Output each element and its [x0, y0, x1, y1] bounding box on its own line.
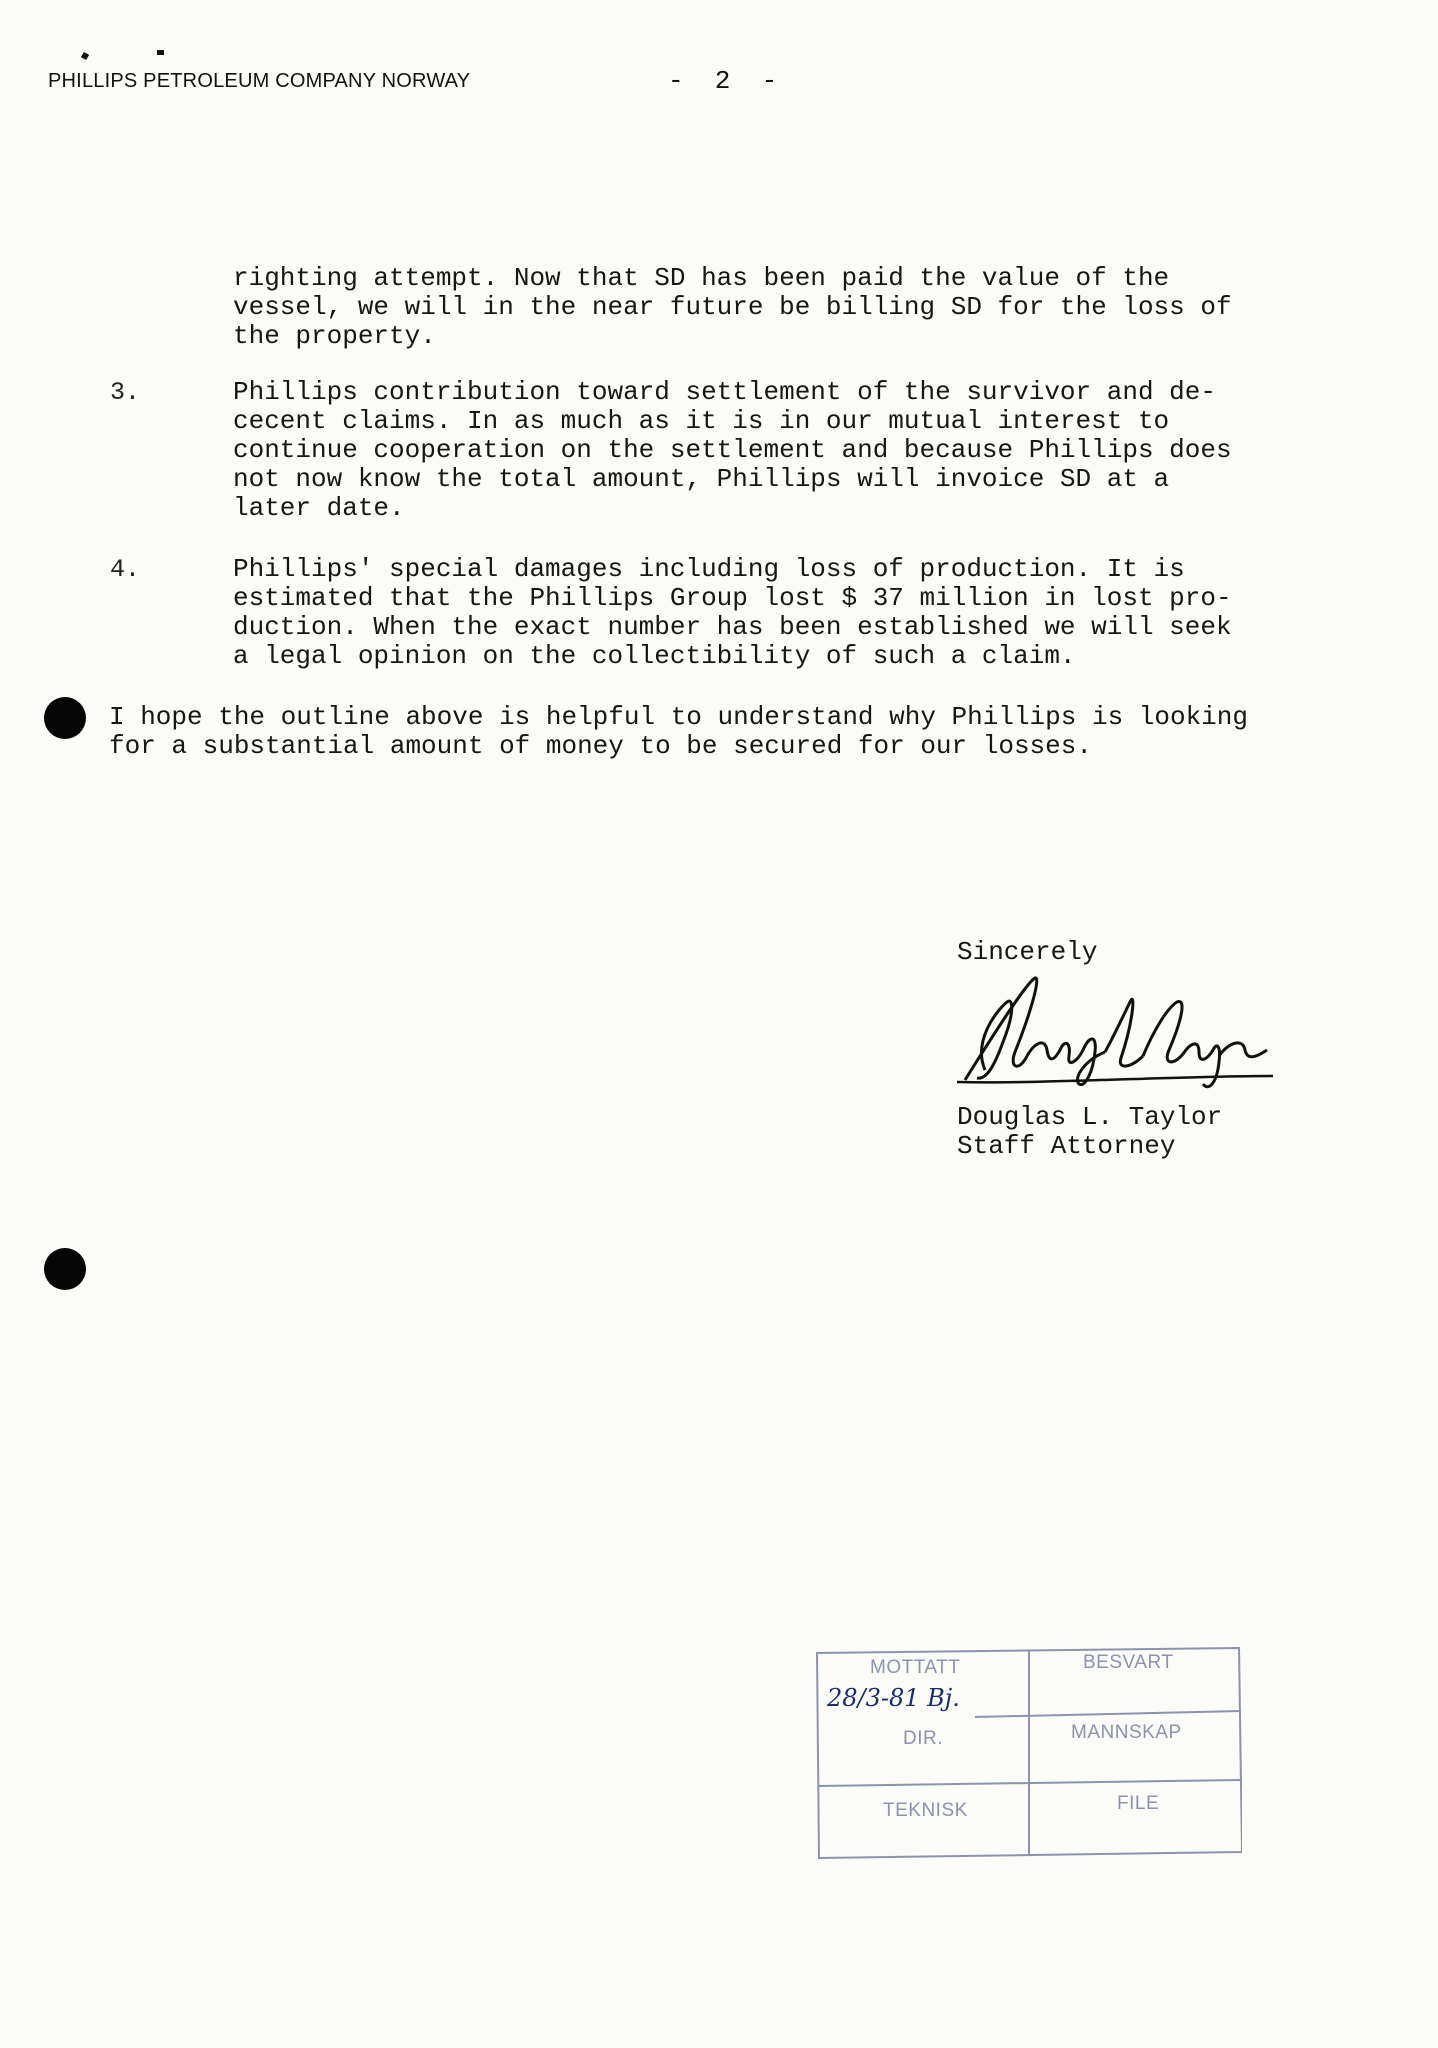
text-line: the property. [233, 321, 436, 351]
received-stamp [815, 1640, 1242, 1860]
item-number: 3. [110, 378, 141, 407]
text-line: for a substantial amount of money to be secured for our losses. [109, 731, 1092, 761]
text-line: I hope the outline above is helpful to understand why Phillips is looking [109, 702, 1248, 732]
signer-name: Douglas L. Taylor [957, 1102, 1223, 1132]
text-line: Phillips' special damages including loss of production. It is [233, 554, 1185, 584]
stamp-label-besvart: BESVART [1083, 1652, 1174, 1673]
signer-title: Staff Attorney [957, 1131, 1176, 1161]
stamp-label-mannskap: MANNSKAP [1071, 1722, 1182, 1743]
page-number: - 2 - [668, 66, 778, 96]
continuation-paragraph [233, 264, 1232, 351]
handwritten-received-date: 28/3-81 Bj. [827, 1684, 960, 1712]
item-3-paragraph [233, 378, 1232, 523]
text-line: duction. When the exact number has been established we will seek [233, 612, 1232, 642]
stamp-label-teknisk: TEKNISK [883, 1800, 968, 1821]
punch-hole [44, 1248, 86, 1290]
punch-hole [44, 697, 86, 739]
text-line: estimated that the Phillips Group lost $ 37 million in lost pro- [233, 583, 1232, 613]
handwritten-signature [955, 972, 1285, 1112]
text-line: later date. [233, 493, 405, 523]
stamp-label-mottatt: MOTTATT [870, 1657, 961, 1678]
item-number: 4. [110, 555, 141, 584]
text-line: not now know the total amount, Phillips will invoice SD at a [233, 464, 1170, 494]
scan-mark [157, 50, 164, 55]
stamp-label-file: FILE [1117, 1793, 1160, 1814]
text-line: continue cooperation on the settlement and because Phillips does [233, 435, 1232, 465]
text-line: Phillips contribution toward settlement of the survivor and de- [233, 377, 1216, 407]
text-line: cecent claims. In as much as it is in our mutual interest to [233, 406, 1170, 436]
company-letterhead: PHILLIPS PETROLEUM COMPANY NORWAY [48, 70, 471, 92]
text-line: vessel, we will in the near future be billing SD for the loss of [233, 292, 1232, 322]
stamp-label-dir: DIR. [903, 1728, 943, 1749]
salutation: Sincerely [957, 937, 1098, 967]
scan-mark [81, 52, 89, 60]
item-4-paragraph [233, 555, 1232, 671]
text-line: righting attempt. Now that SD has been paid the value of the [233, 263, 1170, 293]
text-line: a legal opinion on the collectibility of such a claim. [233, 641, 1076, 671]
closing-paragraph [109, 703, 1248, 761]
